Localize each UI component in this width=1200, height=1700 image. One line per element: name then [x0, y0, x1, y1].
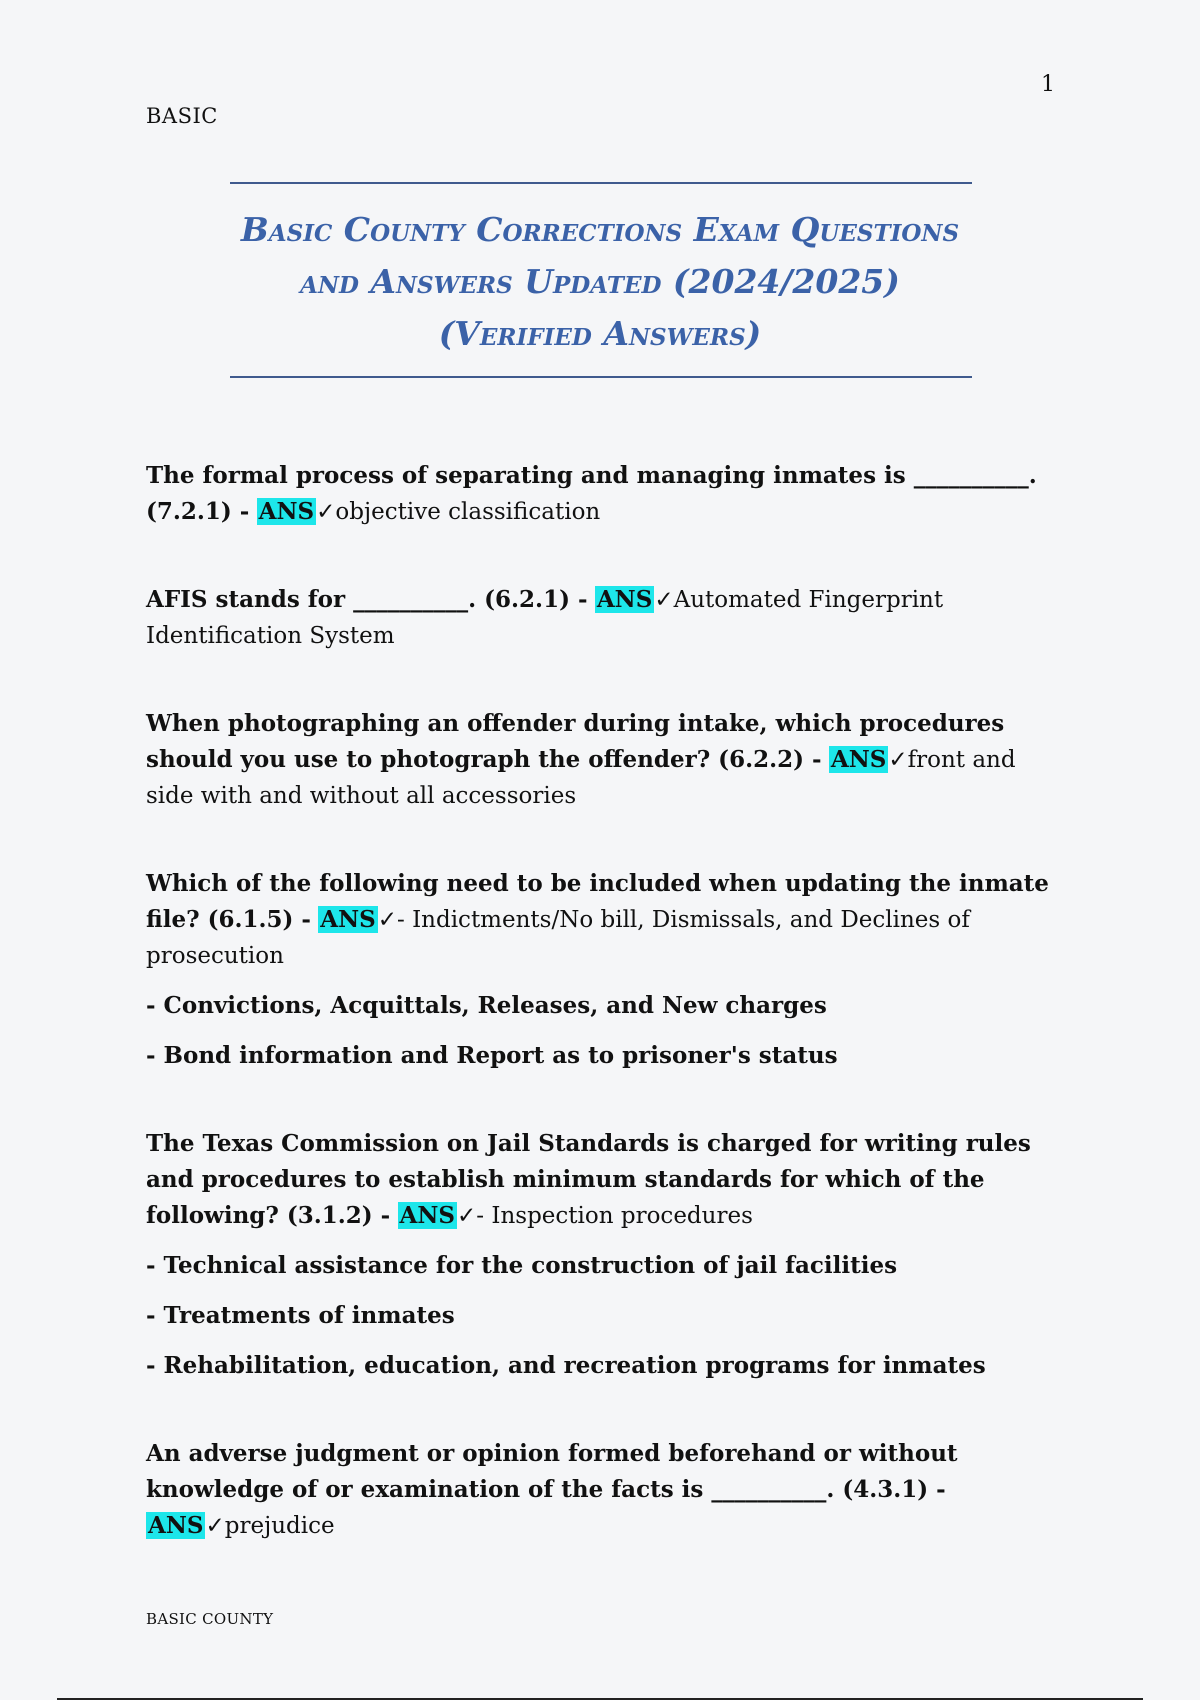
ans-highlight: ANS: [399, 1202, 456, 1229]
answer-text: objective classification: [335, 499, 601, 525]
answer-text: - Indictments/No bill, Dismissals, and Declines of prosecution: [146, 907, 970, 969]
question-text: The Texas Commission on Jail Standards is charged for writing rules and procedures to establish minimum standards for which of the following? (3.1.2) -: [146, 1130, 1031, 1229]
title-line-2: and Answers Updated (2024/2025): [300, 262, 900, 301]
title-line-3: (Verified Answers): [438, 314, 762, 353]
check-icon: ✓: [205, 1513, 225, 1539]
answer-text: prejudice: [224, 1513, 335, 1539]
qa-item: [146, 1436, 1056, 1544]
ans-highlight: ANS: [148, 1512, 204, 1539]
answer-sub-item: - Technical assistance for the construction of jail facilities: [146, 1252, 898, 1279]
answer-sub-item: - Convictions, Acquittals, Releases, and New charges: [146, 992, 827, 1019]
answer-sub-item: - Bond information and Report as to prisoner's status: [146, 1042, 838, 1069]
answer-sub-item: - Rehabilitation, education, and recreation programs for inmates: [146, 1352, 986, 1379]
qa-item: [146, 1126, 1056, 1384]
question-text: AFIS stands for __________. (6.2.1) -: [146, 586, 588, 613]
title-bottom-rule: [230, 376, 972, 378]
ans-highlight: ANS: [320, 906, 376, 933]
title-top-rule: [230, 182, 972, 184]
ans-highlight: ANS: [596, 586, 653, 613]
qa-item: [146, 866, 1056, 1074]
answer-sub-item: - Treatments of inmates: [146, 1302, 455, 1329]
document-title: [200, 204, 1000, 360]
question-text: Which of the following need to be included when updating the inmate file? (6.1.5) -: [146, 870, 1049, 933]
qa-item: [146, 582, 1056, 654]
answer-text: - Inspection procedures: [476, 1203, 753, 1229]
qa-list: [146, 458, 1056, 1596]
header-label: BASIC: [146, 104, 218, 128]
question-text: When photographing an offender during intake, which procedures should you use to photograph the offender? (6.2.2) -: [146, 710, 1005, 773]
answer-text: front and side with and without all accessories: [146, 747, 1016, 809]
question-text: An adverse judgment or opinion formed beforehand or without knowledge of or examination of the facts is __________. (4.3.1) -: [146, 1440, 958, 1503]
check-icon: ✓: [377, 907, 397, 933]
title-line-1: Basic County Corrections Exam Questions: [240, 210, 960, 249]
ans-highlight: ANS: [258, 498, 315, 525]
check-icon: ✓: [654, 587, 674, 613]
footer-label: BASIC COUNTY: [146, 1610, 274, 1628]
qa-item: [146, 706, 1056, 814]
ans-highlight: ANS: [830, 746, 887, 773]
qa-item: [146, 458, 1056, 530]
check-icon: ✓: [888, 747, 908, 773]
check-icon: ✓: [457, 1203, 477, 1229]
page-number: 1: [1041, 72, 1055, 97]
answer-text: Automated Fingerprint Identification System: [146, 587, 944, 649]
check-icon: ✓: [316, 499, 336, 525]
question-text: The formal process of separating and managing inmates is __________. (7.2.1) -: [146, 462, 1037, 525]
